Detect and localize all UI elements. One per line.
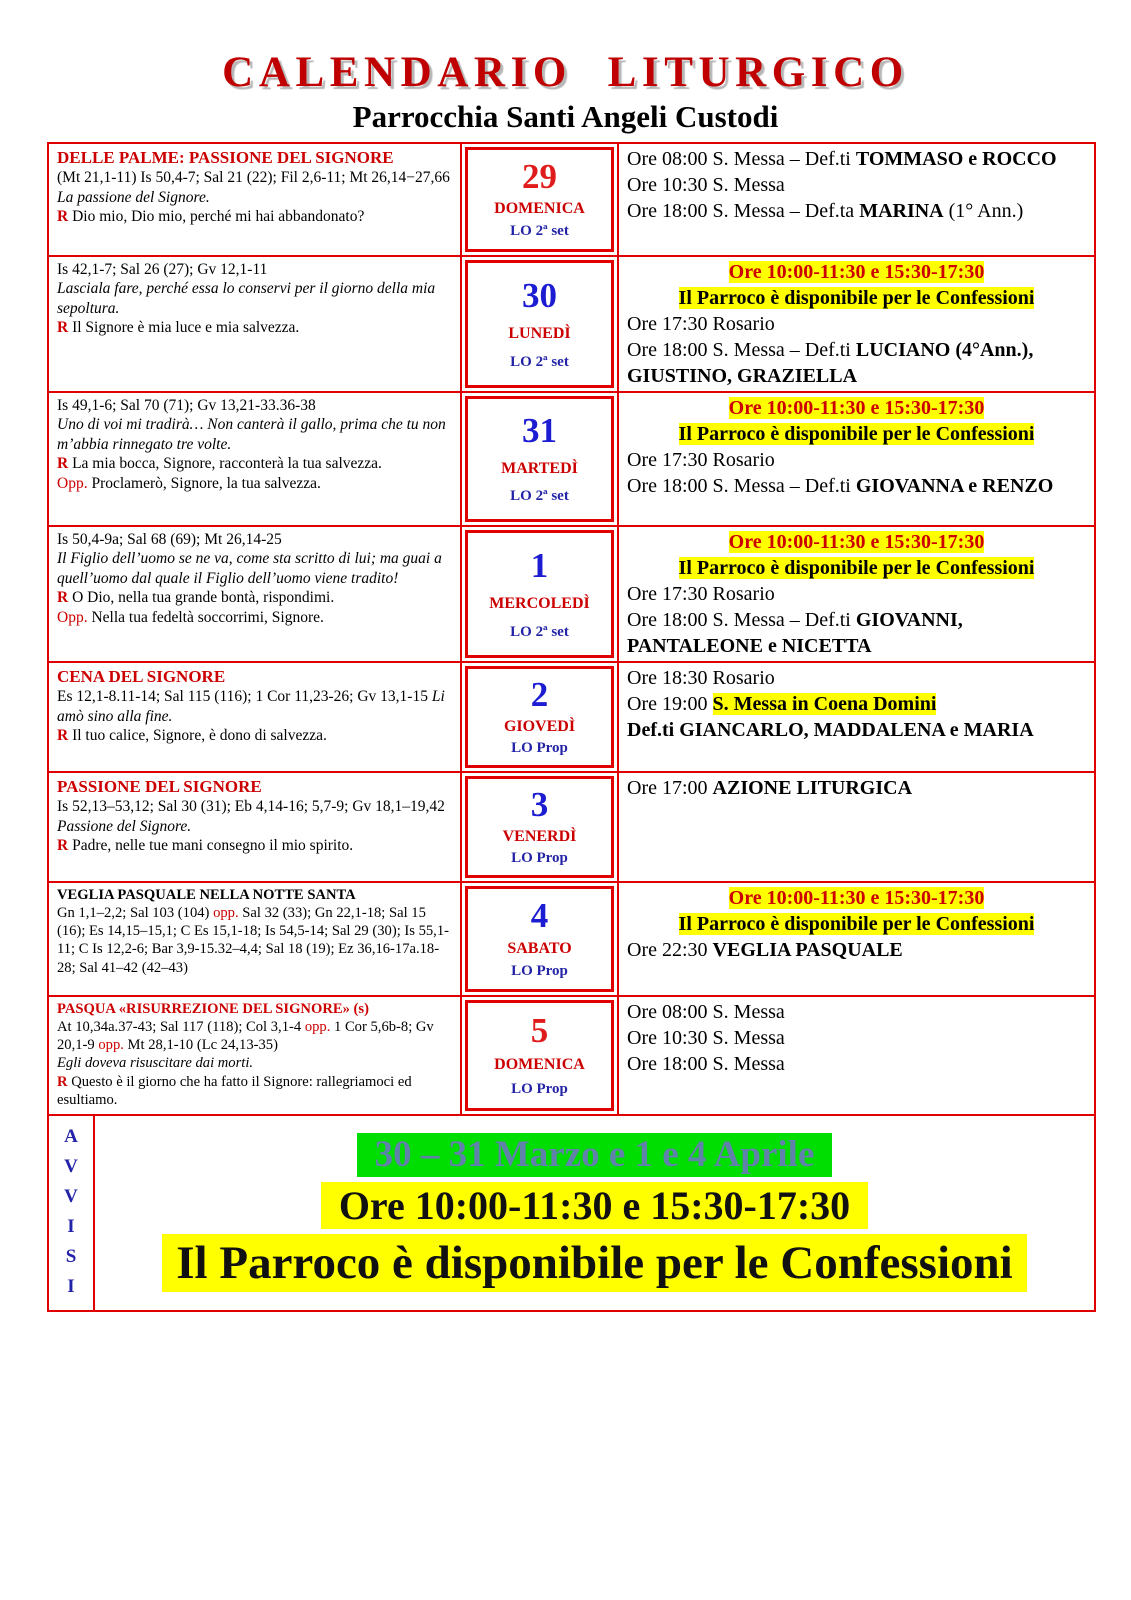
calendar-row [49,771,1094,881]
text-line [57,726,452,746]
text-segment: 1 Cor 5,6b-8; Gv 20,1-9 [57,1018,434,1054]
liturgy-hours-label: LO Prop [511,850,568,867]
readings-cell [49,773,462,881]
weekday-label: VENERDÌ [502,827,577,845]
liturgy-hours-label: LO Prop [511,740,568,757]
calendar-row [49,391,1094,525]
text-segment: Passione del Signore. [57,817,192,835]
day-box [465,666,614,768]
text-line [57,1073,452,1109]
text-segment: Dio mio, Dio mio, perché mi hai abbandonato? [72,208,365,226]
text-line [627,717,1086,743]
day-number: 1 [530,545,549,585]
text-segment: Egli doveva risuscitare dai morti. [57,1055,254,1072]
text-segment: Ore 17:30 Rosario [627,582,775,605]
page-subtitle: Parrocchia Santi Angeli Custodi [352,99,779,135]
text-line [627,885,1086,911]
text-line [627,172,1086,198]
weekday-label: DOMENICA [494,1056,585,1074]
text-segment: Li amò sino alla fine. [57,688,445,725]
liturgy-hours-label: LO Prop [511,1080,568,1097]
text-segment: Is 49,1-6; Sal 70 (71); Gv 13,21-33.36-38 [57,396,316,414]
day-number: 30 [522,275,557,315]
text-segment: Nella tua fedeltà soccorrimi, Signore. [91,608,324,626]
schedule-cell [619,883,1094,995]
text-segment: CENA DEL SIGNORE [57,666,226,686]
text-segment: R [57,589,73,607]
text-segment: MARINA [859,199,944,222]
text-line [57,817,452,837]
text-line [57,588,452,608]
calendar-row [49,881,1094,995]
readings-cell [49,883,462,995]
text-line [627,146,1086,172]
text-segment: GIOVANNI, PANTALEONE e NICETTA [627,608,963,657]
weekday-label: DOMENICA [494,200,585,218]
text-segment: Il Figlio dell’uomo se ne va, come sta scritto di lui; ma guai a quell’uomo dal quale il Figlio dell’uomo viene tradito! [57,550,442,587]
text-segment: S. Messa in Coena Domini [712,692,937,715]
text-line [57,666,452,687]
text-segment: Ore 18:00 S. Messa – Def.ta [627,199,860,222]
day-cell [462,393,619,525]
day-box [465,147,614,252]
text-line [57,147,452,168]
text-segment: AZIONE LITURGICA [712,776,913,799]
text-line [57,608,452,628]
text-segment: O Dio, nella tua grande bontà, rispondimi. [72,589,335,607]
text-line [627,581,1086,607]
liturgy-hours-label: LO 2ª set [510,353,569,370]
text-line [627,311,1086,337]
schedule-cell [619,527,1094,661]
avvisi-letter: A [64,1125,78,1147]
text-segment: La mia bocca, Signore, racconterà la tua salvezza. [72,455,382,473]
day-number: 4 [530,896,549,936]
text-line [627,937,1086,963]
readings-cell [49,393,462,525]
text-line [627,447,1086,473]
text-line [627,665,1086,691]
text-segment: Mt 28,1-10 (Lc 24,13-35) [123,1037,278,1054]
text-line [627,691,1086,717]
readings-cell [49,663,462,771]
text-segment: Il tuo calice, Signore, è dono di salvezza. [72,727,327,745]
day-number: 2 [530,675,549,715]
text-segment: R [57,319,73,337]
text-segment: LUCIANO (4°Ann.), GIUSTINO, GRAZIELLA [627,338,1034,387]
text-segment: At 10,34a.37-43; Sal 117 (118); Col 3,1-4 [57,1018,305,1035]
text-line [627,1025,1086,1051]
avvisi-letter: I [67,1215,75,1237]
text-line [627,337,1086,389]
avvisi-letter: V [64,1155,78,1177]
text-segment: (1° Ann.) [943,199,1024,222]
text-segment: GIOVANNA e RENZO [855,474,1054,497]
text-line [627,555,1086,581]
text-line [57,687,452,726]
text-segment: Proclamerò, Signore, la tua salvezza. [91,474,321,492]
text-segment: Ore 08:00 S. Messa – Def.ti [627,147,856,170]
text-segment: Ore 10:00-11:30 e 15:30-17:30 [728,530,985,553]
text-segment: Ore 10:00-11:30 e 15:30-17:30 [728,886,985,909]
text-segment: Ore 18:00 S. Messa – Def.ti [627,338,856,361]
text-segment: Il Parroco è disponibile per le Confessioni [678,286,1035,309]
text-line [627,999,1086,1025]
text-segment: DELLE PALME: PASSIONE DEL SIGNORE [57,147,394,167]
day-number: 5 [530,1011,549,1051]
text-line [57,415,452,454]
day-number: 31 [522,411,557,451]
liturgy-hours-label: LO 2ª set [510,623,569,640]
text-line [627,607,1086,659]
text-segment: Ore 18:30 Rosario [627,666,775,689]
text-line [57,776,452,797]
calendar-document [47,142,1096,1312]
avvisi-letter: S [65,1245,77,1267]
text-line [57,279,452,318]
text-segment: Il Signore è mia luce e mia salvezza. [72,319,300,337]
avvisi-hours-banner: Ore 10:00-11:30 e 15:30-17:30 [321,1182,868,1229]
weekday-label: SABATO [507,939,572,957]
text-segment: Ore 08:00 S. Messa [627,1000,785,1023]
day-cell [462,257,619,391]
text-line [627,259,1086,285]
avvisi-content [95,1116,1094,1310]
text-segment: R [57,1073,72,1090]
text-segment: Ore 18:00 S. Messa [627,1052,785,1075]
text-line [57,530,452,550]
text-line [627,775,1086,801]
schedule-cell [619,997,1094,1114]
liturgy-hours-label: LO 2ª set [510,488,569,505]
text-line [627,395,1086,421]
text-line [57,549,452,588]
text-segment: Ore 10:00-11:30 e 15:30-17:30 [728,396,985,419]
text-line [57,188,452,208]
text-line [627,285,1086,311]
page-header [0,0,1131,134]
text-line [57,904,452,977]
day-cell [462,527,619,661]
text-segment: Ore 10:30 S. Messa [627,1026,785,1049]
schedule-cell [619,663,1094,771]
day-box [465,396,614,522]
schedule-cell [619,393,1094,525]
text-line [57,836,452,856]
readings-cell [49,527,462,661]
text-segment: Il Parroco è disponibile per le Confessioni [678,556,1035,579]
avvisi-letter: V [64,1185,78,1207]
text-segment: R [57,727,73,745]
text-segment: Uno di voi mi tradirà… Non canterà il gallo, prima che tu non m’abbia rinnegato tre volte. [57,416,446,453]
text-line [57,1018,452,1054]
text-segment: Ore 19:00 [627,692,713,715]
calendar-rows [47,142,1096,1116]
avvisi-letters [49,1116,95,1310]
weekday-label: MERCOLEDÌ [489,594,590,612]
text-segment: Opp. [57,608,92,626]
readings-cell [49,997,462,1114]
text-segment: Sal 32 (33); Gn 22,1-18; Sal 15 (16); Es 14,15–15,1; C Es 15,1-18; Is 54,5-14; Sal 29 (30); Is 55,1-11; C Is 12,2-6; Bar 3,9-15.32–4,4; Sal 18 (19); Ez 36,16-17a.18-28; Sal 41–42 (42–43) [57,904,449,976]
text-segment: VEGLIA PASQUALE NELLA NOTTE SANTA [57,886,356,903]
day-cell [462,144,619,255]
text-segment: R [57,208,73,226]
text-line [57,207,452,227]
day-number: 29 [522,156,557,196]
text-segment: (Mt 21,1-11) Is 50,4-7; Sal 21 (22); Fil 2,6-11; Mt 26,14−27,66 [57,169,450,187]
text-line [57,1000,452,1018]
text-segment: R [57,837,73,855]
schedule-cell [619,144,1094,255]
text-line [57,396,452,416]
schedule-cell [619,773,1094,881]
text-segment: Ore 10:00-11:30 e 15:30-17:30 [728,260,985,283]
text-segment: Questo è il giorno che ha fatto il Signore: rallegriamoci ed esultiamo. [57,1073,412,1108]
text-line [627,473,1086,499]
liturgy-hours-label: LO 2ª set [510,223,569,240]
text-segment: Gn 1,1–2,2; Sal 103 (104) [57,904,214,921]
text-segment: Is 52,13–53,12; Sal 30 (31); Eb 4,14-16; 5,7-9; Gv 18,1–19,42 [57,798,445,816]
text-line [57,260,452,280]
text-segment: opp. [213,904,239,921]
day-box [465,886,614,992]
schedule-cell [619,257,1094,391]
text-segment: PASSIONE DEL SIGNORE [57,776,262,796]
text-segment: PASQUA «RISURREZIONE DEL SIGNORE» [57,1000,350,1017]
weekday-label: LUNEDÌ [508,324,571,342]
text-segment: (s) [349,1000,369,1017]
calendar-row [49,525,1094,661]
text-segment: TOMMASO e ROCCO [855,147,1057,170]
text-segment: Lasciala fare, perché essa lo conservi per il giorno della mia sepoltura. [57,280,436,317]
text-line [57,168,452,188]
text-line [627,529,1086,555]
day-box [465,530,614,658]
text-segment: Es 12,1-8.11-14; Sal 115 (116); 1 Cor 11,23-26; Gv 13,1-15 [57,688,432,706]
text-segment: Ore 10:30 S. Messa [627,173,785,196]
text-line [57,318,452,338]
text-line [627,911,1086,937]
avvisi-section [47,1116,1096,1312]
text-segment: Ore 18:00 S. Messa – Def.ti [627,608,856,631]
day-cell [462,997,619,1114]
text-segment: La passione del Signore. [57,188,210,206]
text-line [57,474,452,494]
calendar-row [49,144,1094,255]
weekday-label: MARTEDÌ [501,459,578,477]
day-cell [462,663,619,771]
text-segment: Il Parroco è disponibile per le Confessioni [678,422,1035,445]
text-segment: Ore 22:30 [627,938,713,961]
text-segment: Is 50,4-9a; Sal 68 (69); Mt 26,14-25 [57,530,282,548]
text-segment: opp. [304,1018,331,1035]
text-segment: R [57,455,73,473]
readings-cell [49,144,462,255]
calendar-row [49,661,1094,771]
day-cell [462,773,619,881]
text-segment: opp. [98,1037,124,1054]
day-cell [462,883,619,995]
text-segment: Ore 17:30 Rosario [627,312,775,335]
text-segment: Ore 17:30 Rosario [627,448,775,471]
readings-cell [49,257,462,391]
text-line [57,797,452,817]
day-box [465,776,614,878]
text-segment: VEGLIA PASQUALE [712,938,903,961]
text-line [627,421,1086,447]
calendar-row [49,995,1094,1114]
text-segment: Il Parroco è disponibile per le Confessioni [678,912,1035,935]
liturgy-hours-label: LO Prop [511,963,568,980]
text-line [627,198,1086,224]
avvisi-letter: I [67,1275,75,1297]
page-title: CALENDARIO LITURGICO [222,49,909,96]
text-segment: Opp. [57,474,92,492]
text-segment: Is 42,1-7; Sal 26 (27); Gv 12,1-11 [57,260,268,278]
avvisi-confessions-banner: Il Parroco è disponibile per le Confessioni [162,1234,1026,1292]
text-line [627,1051,1086,1077]
text-line [57,454,452,474]
text-line [57,1054,452,1072]
text-segment: Padre, nelle tue mani consegno il mio spirito. [72,837,354,855]
day-number: 3 [530,785,549,825]
text-segment: Ore 17:00 [627,776,713,799]
day-box [465,260,614,388]
day-box [465,1000,614,1111]
weekday-label: GIOVEDÌ [503,717,576,735]
calendar-row [49,255,1094,391]
avvisi-dates-banner: 30 – 31 Marzo e 1 e 4 Aprile [357,1133,833,1177]
text-segment: Def.ti GIANCARLO, MADDALENA e MARIA [627,718,1034,741]
text-line [57,886,452,904]
text-segment: Ore 18:00 S. Messa – Def.ti [627,474,856,497]
